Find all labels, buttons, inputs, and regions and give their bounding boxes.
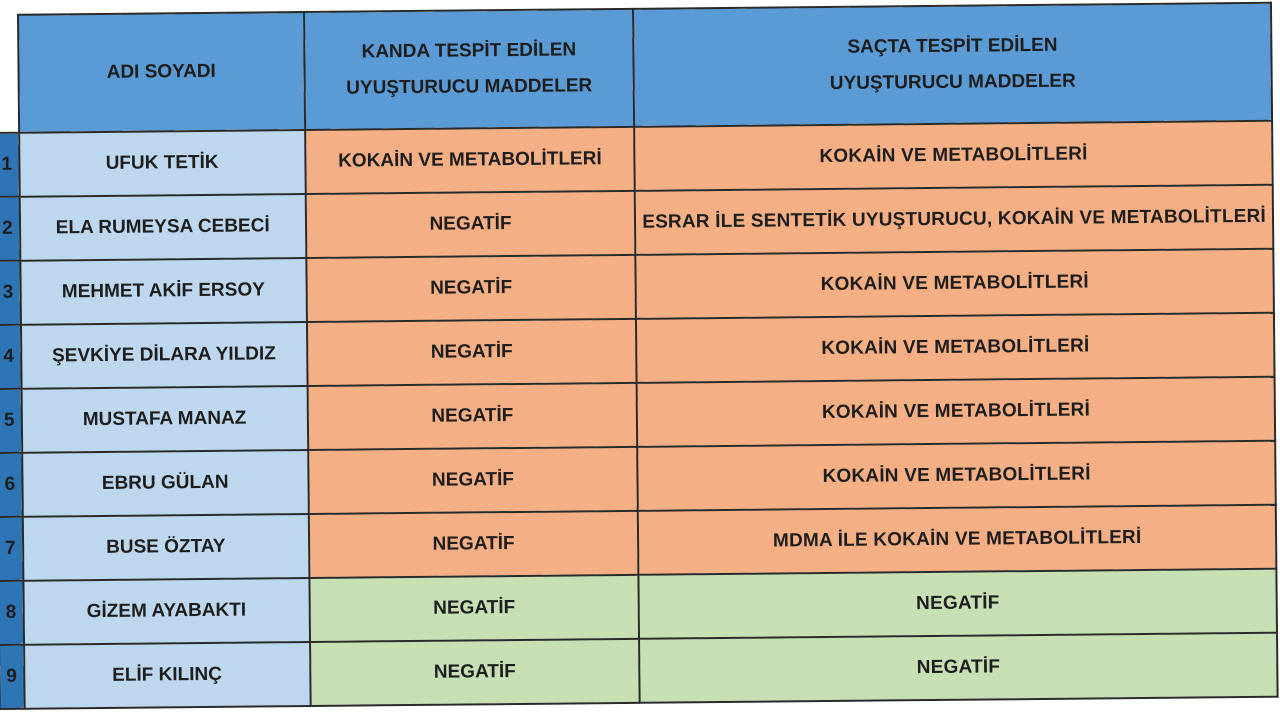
header-blood-line1: KANDA TESPİT EDİLEN [361,39,577,63]
blood-result-cell: NEGATİF [308,447,638,514]
hair-result-cell: NEGATİF [639,633,1277,703]
table-row [0,249,1274,325]
header-blank-cell [0,15,19,133]
row-number: 7 [0,517,23,581]
row-number: 4 [0,325,21,389]
person-name-cell: MEHMET AKİF ERSOY [20,258,307,325]
person-name-cell: BUSE ÖZTAY [22,514,309,581]
header-name-label: ADI SOYADI [106,60,216,83]
hair-result-cell: ESRAR İLE SENTETİK UYUŞTURUCU, KOKAİN VE METABOLİTLERİ [635,185,1273,255]
blood-result-cell: NEGATİF [307,383,637,450]
row-number: 9 [0,645,24,709]
row-number: 1 [0,133,19,197]
blood-result-cell: NEGATİF [309,575,639,642]
table-row [0,121,1273,197]
header-blood-line2: UYUŞTURUCU MADDELER [346,75,593,99]
blood-result-cell: NEGATİF [309,511,639,578]
hair-result-cell: KOKAİN VE METABOLİTLERİ [636,249,1274,319]
person-name-cell: ŞEVKİYE DİLARA YILDIZ [21,322,308,389]
blood-result-cell: NEGATİF [310,639,640,706]
table-row [0,505,1276,581]
hair-result-cell: KOKAİN VE METABOLİTLERİ [637,441,1275,511]
person-name-cell: MUSTAFA MANAZ [21,386,308,453]
hair-result-cell: KOKAİN VE METABOLİTLERİ [637,377,1275,447]
row-number: 3 [0,261,21,325]
table-header-row [0,3,1272,133]
header-name [18,12,305,133]
person-name-cell: ELİF KILINÇ [24,642,311,709]
person-name-cell: UFUK TETİK [19,130,306,197]
header-hair-line2: UYUŞTURUCU MADDELER [829,70,1076,94]
table-row [0,569,1277,645]
header-blood [304,9,635,130]
drug-test-results-table [0,2,1279,710]
table-row [0,441,1276,517]
header-hair [633,3,1272,127]
blood-result-cell: NEGATİF [306,255,636,322]
person-name-cell: GİZEM AYABAKTI [23,578,310,645]
row-number: 8 [0,581,24,645]
row-number: 2 [0,197,20,261]
person-name-cell: EBRU GÜLAN [22,450,309,517]
hair-result-cell: KOKAİN VE METABOLİTLERİ [636,313,1274,383]
row-number: 6 [0,453,22,517]
header-hair-line1: SAÇTA TESPİT EDİLEN [847,34,1058,58]
blood-result-cell: KOKAİN VE METABOLİTLERİ [305,127,635,194]
row-number: 5 [0,389,22,453]
hair-result-cell: MDMA İLE KOKAİN VE METABOLİTLERİ [638,505,1276,575]
person-name-cell: ELA RUMEYSA CEBECİ [19,194,306,261]
table-row [0,377,1275,453]
table-row [0,185,1273,261]
hair-result-cell: NEGATİF [639,569,1277,639]
blood-result-cell: NEGATİF [306,191,636,258]
hair-result-cell: KOKAİN VE METABOLİTLERİ [634,121,1272,191]
table-body [0,121,1278,709]
table-row [0,633,1278,709]
blood-result-cell: NEGATİF [307,319,637,386]
